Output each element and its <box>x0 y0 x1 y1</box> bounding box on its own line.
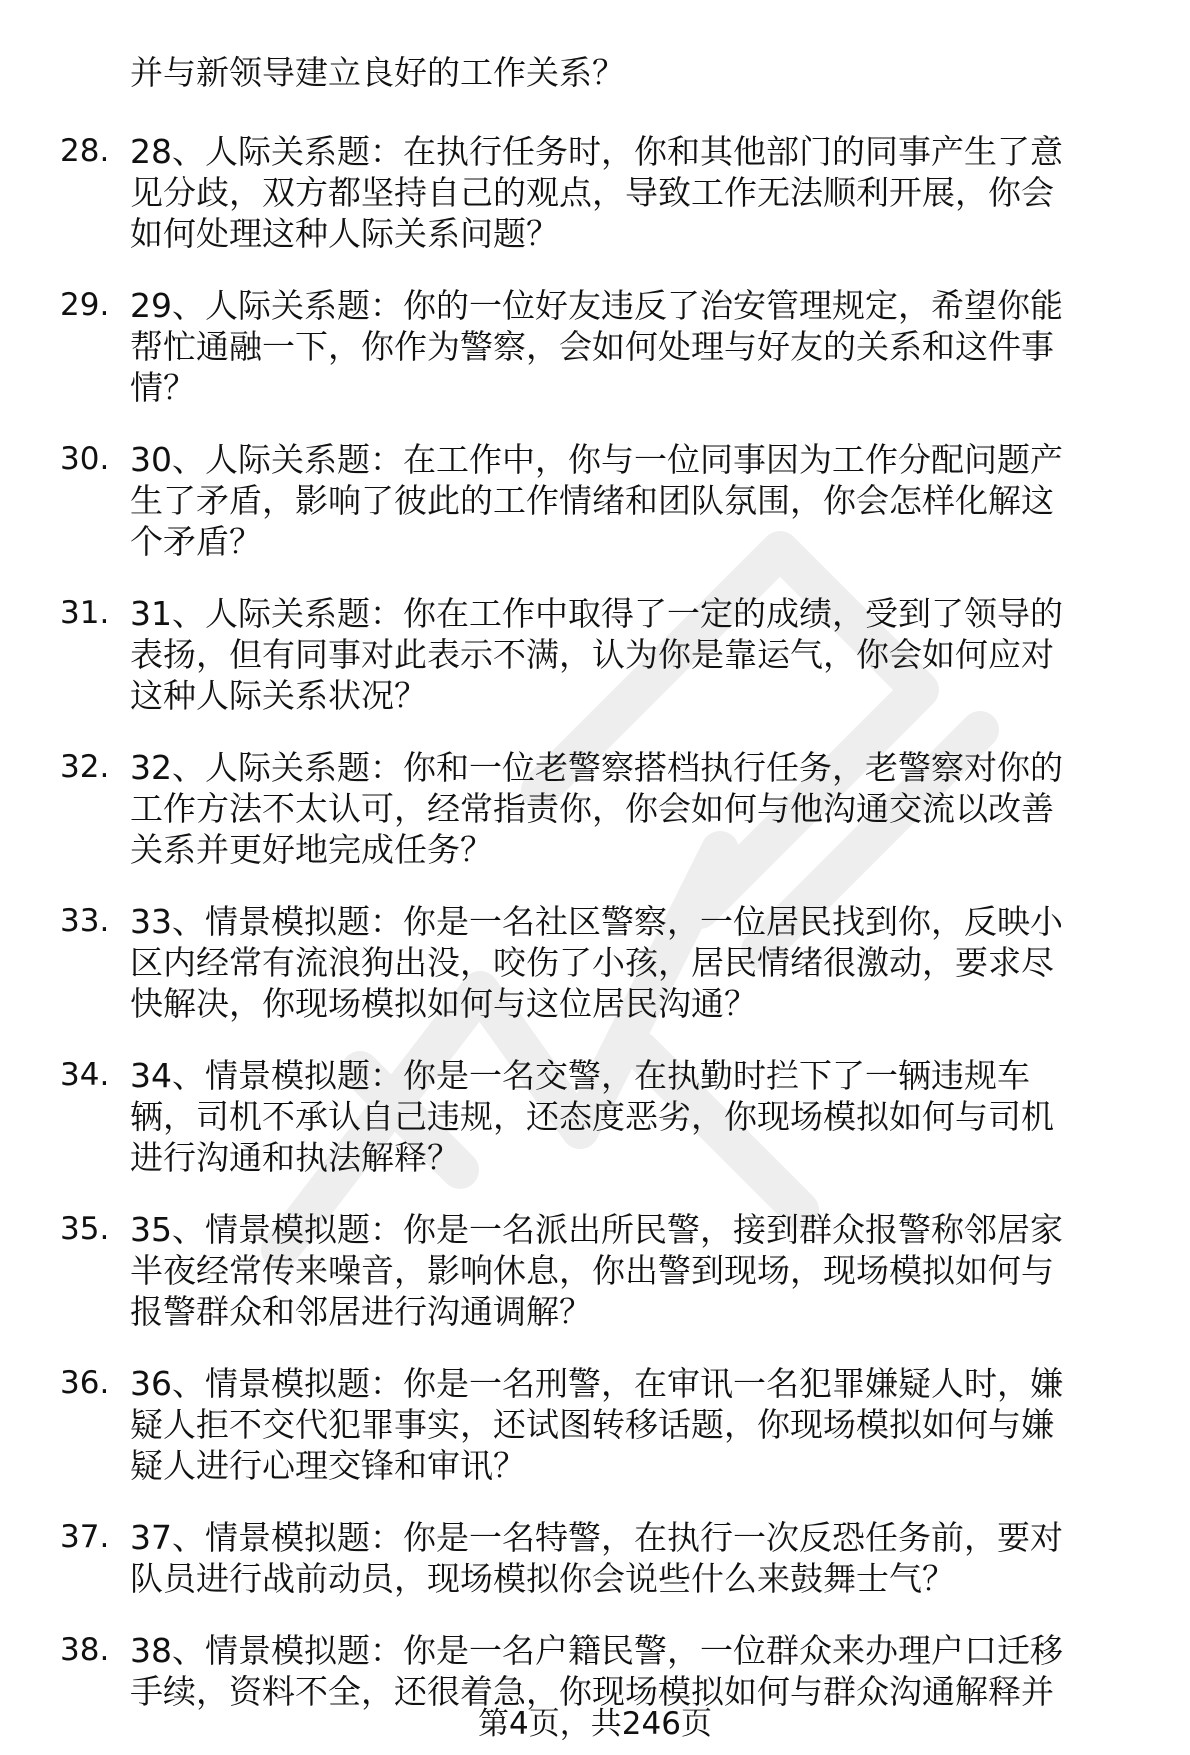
item-number: 33. <box>60 903 110 939</box>
item-text-line: 帮忙通融一下，你作为警察，会如何处理与好友的关系和这件事 <box>130 327 1054 366</box>
item-number: 35. <box>60 1211 110 1247</box>
item-number: 29. <box>60 287 110 323</box>
item-text-line: 疑人进行心理交锋和审讯？ <box>130 1446 526 1485</box>
item-text-line: 35、情景模拟题：你是一名派出所民警，接到群众报警称邻居家 <box>130 1210 1063 1249</box>
list-item <box>60 439 1160 562</box>
question-list <box>60 52 1160 1743</box>
item-text-line: 29、人际关系题：你的一位好友违反了治安管理规定，希望你能 <box>130 286 1063 325</box>
list-item <box>60 1517 1160 1599</box>
item-text-line: 手续，资料不全，还很着急，你现场模拟如何与群众沟通解释并 <box>130 1672 1054 1711</box>
list-item <box>60 1363 1160 1486</box>
list-item <box>60 285 1160 408</box>
item-text-line: 进行沟通和执法解释？ <box>130 1138 460 1177</box>
item-text-line: 区内经常有流浪狗出没，咬伤了小孩，居民情绪很激动，要求尽 <box>130 943 1054 982</box>
item-text-line: 情？ <box>130 368 196 407</box>
item-text-line: 生了矛盾，影响了彼此的工作情绪和团队氛围，你会怎样化解这 <box>130 481 1054 520</box>
item-number: 38. <box>60 1632 110 1668</box>
item-number: 34. <box>60 1057 110 1093</box>
item-text-line: 32、人际关系题：你和一位老警察搭档执行任务，老警察对你的 <box>130 748 1063 787</box>
list-item <box>60 1055 1160 1178</box>
item-text-line: 个矛盾？ <box>130 522 262 561</box>
item-text-line: 关系并更好地完成任务？ <box>130 830 493 869</box>
item-text-line: 36、情景模拟题：你是一名刑警，在审讯一名犯罪嫌疑人时，嫌 <box>130 1364 1063 1403</box>
item-text-line: 见分歧，双方都坚持自己的观点，导致工作无法顺利开展，你会 <box>130 173 1054 212</box>
item-text-line: 37、情景模拟题：你是一名特警，在执行一次反恐任务前，要对 <box>130 1518 1063 1557</box>
item-text-line: 报警群众和邻居进行沟通调解？ <box>130 1292 592 1331</box>
item-text-line: 34、情景模拟题：你是一名交警，在执勤时拦下了一辆违规车 <box>130 1056 1030 1095</box>
item-text-line: 辆，司机不承认自己违规，还态度恶劣，你现场模拟如何与司机 <box>130 1097 1054 1136</box>
item-text-line: 如何处理这种人际关系问题？ <box>130 214 559 253</box>
list-item <box>60 131 1160 254</box>
list-item <box>60 1630 1160 1712</box>
item-text-line: 30、人际关系题：在工作中，你与一位同事因为工作分配问题产 <box>130 440 1063 479</box>
item-text-line: 这种人际关系状况？ <box>130 676 427 715</box>
item-number: 31. <box>60 595 110 631</box>
item-number: 28. <box>60 133 110 169</box>
item-number: 32. <box>60 749 110 785</box>
item-text-line: 工作方法不太认可，经常指责你，你会如何与他沟通交流以改善 <box>130 789 1054 828</box>
list-item <box>60 1209 1160 1332</box>
item-number: 36. <box>60 1365 110 1401</box>
item-text-line: 38、情景模拟题：你是一名户籍民警，一位群众来办理户口迁移 <box>130 1631 1063 1670</box>
item-text-line: 33、情景模拟题：你是一名社区警察，一位居民找到你，反映小 <box>130 902 1063 941</box>
item-text-line: 疑人拒不交代犯罪事实，还试图转移话题，你现场模拟如何与嫌 <box>130 1405 1054 1444</box>
item-text-line: 28、人际关系题：在执行任务时，你和其他部门的同事产生了意 <box>130 132 1063 171</box>
item-number: 30. <box>60 441 110 477</box>
list-item <box>60 747 1160 870</box>
list-item <box>60 593 1160 716</box>
item-text-line: 表扬，但有同事对此表示不满，认为你是靠运气，你会如何应对 <box>130 635 1054 674</box>
item-text-line: 半夜经常传来噪音，影响休息，你出警到现场，现场模拟如何与 <box>130 1251 1054 1290</box>
item-text-line: 队员进行战前动员，现场模拟你会说些什么来鼓舞士气？ <box>130 1559 955 1598</box>
item-number: 37. <box>60 1519 110 1555</box>
continuation-line: 并与新领导建立良好的工作关系？ <box>130 53 625 92</box>
page-footer: 第4页，共246页 <box>478 1706 712 1742</box>
item-text-line: 快解决，你现场模拟如何与这位居民沟通？ <box>130 984 757 1023</box>
list-item <box>60 901 1160 1024</box>
item-text-line: 31、人际关系题：你在工作中取得了一定的成绩，受到了领导的 <box>130 594 1063 633</box>
items-container <box>60 131 1160 1712</box>
